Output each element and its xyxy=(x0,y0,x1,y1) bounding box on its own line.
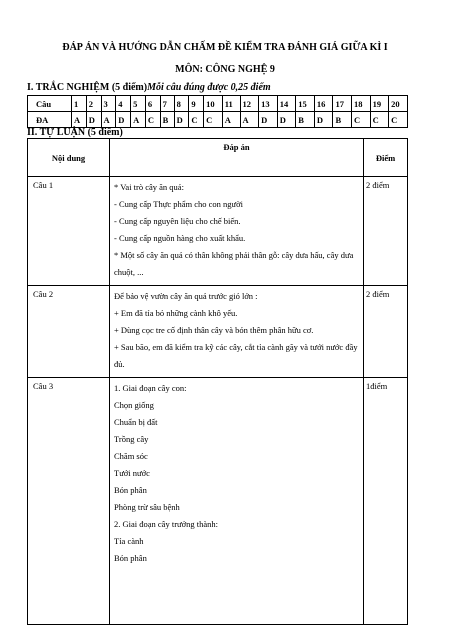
answer-cell xyxy=(110,177,364,286)
answer-line: + Dùng cọc tre cố định thân cây và bón thêm phân hữu cơ. xyxy=(114,325,314,335)
question-number-cell: 12 xyxy=(240,96,259,112)
answer-line: Chăm sóc xyxy=(114,451,148,461)
question-number-cell: 1 xyxy=(72,96,87,112)
answer-line: + Sau bão, em đã kiểm tra kỹ các cây, cắt tỉa cành gãy và tưới nước đầy đủ. xyxy=(114,342,358,369)
answer-cell: A xyxy=(101,112,116,128)
answer-line: Tưới nước xyxy=(114,468,150,478)
answer-line: 2. Giai đoạn cây trưởng thành: xyxy=(114,519,218,529)
essay-row xyxy=(28,286,408,378)
question-number-cell: 3 xyxy=(101,96,116,112)
question-number-cell: 8 xyxy=(174,96,189,112)
section-essay-heading: II. TỰ LUẬN (5 điểm) xyxy=(27,127,123,138)
answer-line: Để bảo vệ vườn cây ăn quả trước gió lớn : xyxy=(114,291,258,301)
answer-line: * Một số cây ăn quả có thân không phải thân gỗ: cây dưa hấu, cây dưa chuột, ... xyxy=(114,250,354,277)
answer-cell: A xyxy=(222,112,240,128)
answer-line: * Vai trò cây ăn quả: xyxy=(114,182,184,192)
answer-cell: D xyxy=(116,112,131,128)
answer-cell: D xyxy=(174,112,189,128)
essay-answer-table xyxy=(27,138,408,625)
answer-line: - Cung cấp nguồn hàng cho xuất khẩu. xyxy=(114,233,246,243)
question-number-cell: 13 xyxy=(259,96,278,112)
question-label: Câu 3 xyxy=(28,378,110,625)
question-number-cell: 7 xyxy=(160,96,174,112)
answer-line: - Cung cấp Thực phẩm cho con người xyxy=(114,199,243,209)
document-title: ĐÁP ÁN VÀ HƯỚNG DẪN CHẤM ĐỀ KIỂM TRA ĐÁNH GIÁ GIỮA KÌ I xyxy=(62,42,388,53)
essay-header-row xyxy=(28,139,408,177)
answer-row-label: ĐA xyxy=(28,112,72,128)
essay-row xyxy=(28,378,408,625)
answer-line: Bón phân xyxy=(114,485,147,495)
question-number-cell: 15 xyxy=(296,96,315,112)
essay-row xyxy=(28,177,408,286)
question-number-cell: 9 xyxy=(189,96,204,112)
answer-line: Phòng trừ sâu bệnh xyxy=(114,502,180,512)
question-number-cell: 6 xyxy=(145,96,160,112)
answer-line: Trồng cây xyxy=(114,434,149,444)
answer-line: Chuẩn bị đất xyxy=(114,417,158,427)
section-multiple-choice-heading xyxy=(27,82,271,93)
question-number-cell: 17 xyxy=(333,96,352,112)
answer-line: - Cung cấp nguyên liệu cho chế biến. xyxy=(114,216,241,226)
answer-line: Bón phân xyxy=(114,553,147,563)
answer-line: + Em đã tỉa bỏ những cành khô yếu. xyxy=(114,308,238,318)
question-number-cell: 19 xyxy=(370,96,389,112)
answer-cell: C xyxy=(352,112,371,128)
subject-title: MÔN: CÔNG NGHỆ 9 xyxy=(175,64,275,75)
answer-cell: C xyxy=(389,112,408,128)
question-label: Câu 2 xyxy=(28,286,110,378)
multiple-choice-answer-table xyxy=(27,95,408,128)
answer-cell: A xyxy=(131,112,146,128)
question-number-cell: 10 xyxy=(204,96,223,112)
question-label: Câu 1 xyxy=(28,177,110,286)
question-number-cell: 4 xyxy=(116,96,131,112)
answer-cell: C xyxy=(204,112,223,128)
answer-line: Chọn giống xyxy=(114,400,154,410)
answer-cell: D xyxy=(259,112,278,128)
header-answer: Đáp án xyxy=(110,139,364,177)
section1-note: Mỗi câu đúng được 0,25 điểm xyxy=(147,82,271,93)
question-number-cell: 14 xyxy=(277,96,296,112)
answer-cell: C xyxy=(145,112,160,128)
section1-title: I. TRẮC NGHIỆM (5 điểm) xyxy=(27,82,148,93)
answer-line: 1. Giai đoạn cây con: xyxy=(114,383,187,393)
header-content: Nội dung xyxy=(28,139,110,177)
question-number-cell: 18 xyxy=(352,96,371,112)
question-number-cell: 2 xyxy=(86,96,101,112)
answer-cell xyxy=(110,286,364,378)
question-number-cell: 16 xyxy=(314,96,333,112)
answer-cell: B xyxy=(296,112,315,128)
answer-cell: D xyxy=(277,112,296,128)
score-cell: 1điểm xyxy=(364,378,408,625)
answer-cell: D xyxy=(314,112,333,128)
answer-cell: D xyxy=(86,112,101,128)
answer-cell: C xyxy=(370,112,389,128)
answer-cell: B xyxy=(333,112,352,128)
answer-cell: A xyxy=(72,112,87,128)
answer-row xyxy=(28,112,408,128)
score-cell: 2 điểm xyxy=(364,286,408,378)
question-number-cell: 5 xyxy=(131,96,146,112)
answer-line: Tỉa cành xyxy=(114,536,144,546)
answer-cell: B xyxy=(160,112,174,128)
question-number-cell: 20 xyxy=(389,96,408,112)
answer-cell: C xyxy=(189,112,204,128)
answer-cell: A xyxy=(240,112,259,128)
header-score: Điểm xyxy=(364,139,408,177)
score-cell: 2 điểm xyxy=(364,177,408,286)
question-row-label: Câu xyxy=(28,96,72,112)
question-number-cell: 11 xyxy=(222,96,240,112)
question-number-row xyxy=(28,96,408,112)
answer-cell xyxy=(110,378,364,625)
